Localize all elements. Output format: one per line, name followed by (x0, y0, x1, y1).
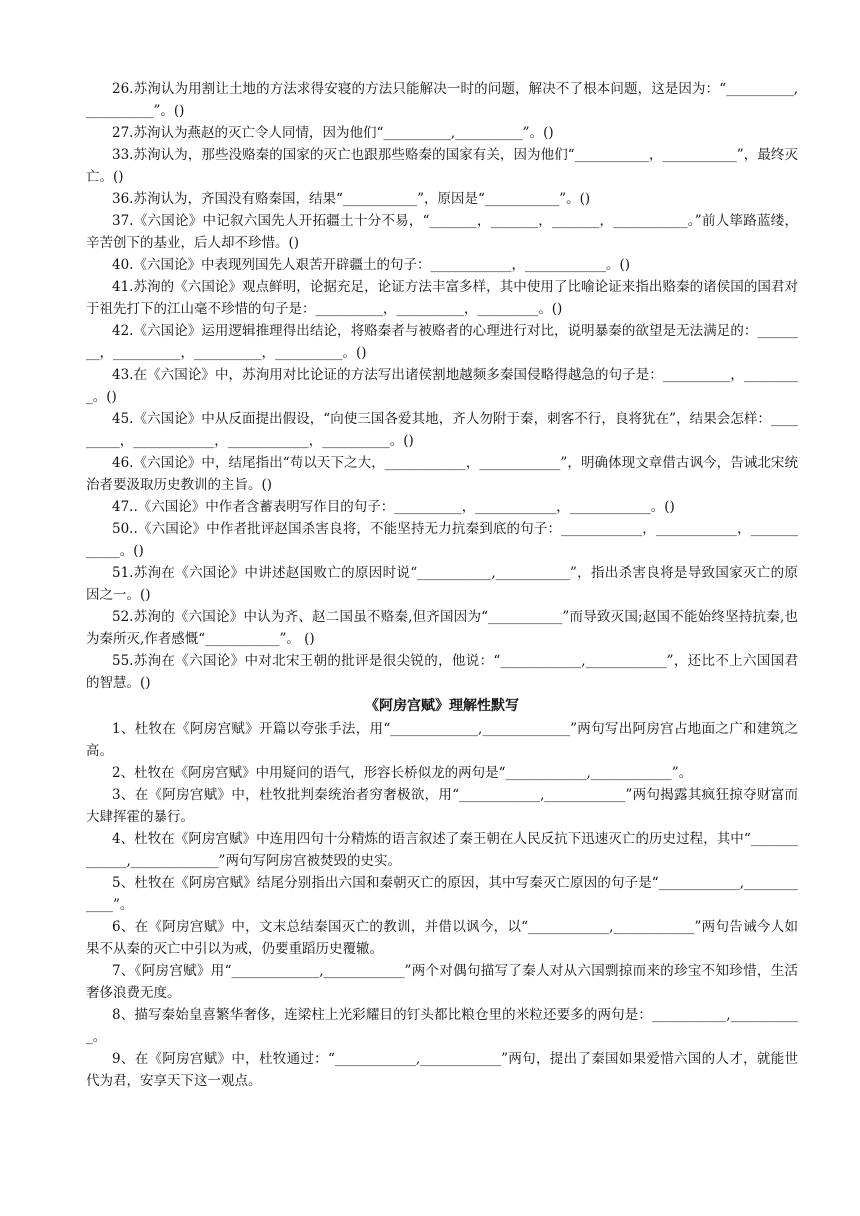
question-item: 8、描写秦始皇喜繁华奢侈，连梁柱上光彩耀目的钉头都比粮仓里的米粒还要多的两句是：___________,___________。 (86, 1007, 798, 1045)
question-item: 1、杜牧在《阿房宫赋》开篇以夸张手法，用“_____________,_____________”两句写出阿房宫占地面之广和建筑之高。 (86, 721, 798, 759)
question-list-afanggongfu (86, 718, 798, 1092)
question-item: 9、在《阿房宫赋》中，杜牧通过：“____________,____________”两句，提出了秦国如果爱惜六国的人才，就能世代为君，安享天下这一观点。 (86, 1051, 798, 1089)
section-title: 《阿房宫赋》理解性默写 (365, 698, 519, 714)
question-item: 33.苏洵认为，那些没赂秦的国家的灭亡也跟那些赂秦的国家有关，因为他们“___________，___________”，最终灭亡。() (86, 147, 798, 185)
question-item: 41.苏洵的《六国论》观点鲜明，论据充足，论证方法丰富多样，其中使用了比喻论证来指出赂秦的诸侯国的国君对于祖先打下的江山毫不珍惜的句子是：__________，__________，_________。() (86, 279, 798, 317)
question-item: 40.《六国论》中表现列国先人艰苦开辟疆土的句子：____________，____________。() (112, 257, 631, 273)
question-item: 7、《阿房宫赋》用“_____________,____________”两个对偶句描写了秦人对从六国剽掠而来的珍宝不知珍惜，生活奢侈浪费无度。 (86, 963, 798, 1001)
question-item: 45.《六国论》中从反面提出假设，“向使三国各爱其地，齐人勿附于秦，刺客不行，良将犹在”，结果会怎样：_________，____________，____________，__________。() (86, 411, 798, 449)
question-item: 51.苏洵在《六国论》中讲述赵国败亡的原因时说“___________,___________”，指出杀害良将是导致国家灭亡的原因之一。() (86, 565, 798, 603)
question-item: 27.苏洵认为燕赵的灭亡令人同情，因为他们“__________,__________”。() (112, 125, 554, 141)
question-item: 42.《六国论》运用逻辑推理得出结论，将赂秦者与被赂者的心理进行对比，说明暴秦的欲望是无法满足的：________，__________，__________，__________。() (86, 323, 798, 361)
question-item: 5、杜牧在《阿房宫赋》结尾分别指出六国和秦朝灭亡的原因，其中写秦灭亡原因的句子是“____________,____________”。 (86, 875, 798, 913)
question-item: 37.《六国论》中记叙六国先人开拓疆土十分不易，“_______，_______，_______，___________。”前人筚路蓝缕，辛苦创下的基业，后人却不珍惜。() (86, 213, 798, 251)
question-item: 6、在《阿房宫赋》中，文末总结秦国灭亡的教训，并借以讽今，以“____________,____________”两句告诫今人如果不从秦的灭亡中引以为戒，仍要重蹈历史覆辙。 (86, 919, 798, 957)
question-item: 26.苏洵认为用割让土地的方法求得安寝的方法只能解决一时的问题，解决不了根本问题，这是因为：“__________,__________”。() (86, 81, 798, 119)
question-item: 43.在《六国论》中，苏洵用对比论证的方法写出诸侯割地越频多秦国侵略得越急的句子是：__________，_________。() (86, 367, 798, 405)
question-item: 36.苏洵认为，齐国没有赂秦国，结果“___________”，原因是“___________”。() (112, 191, 591, 207)
question-item: 50..《六国论》中作者批评赵国杀害良将，不能坚持无力抗秦到底的句子：____________，____________，____________。() (86, 521, 798, 559)
question-item: 52.苏洵的《六国论》中认为齐、赵二国虽不赂秦,但齐国因为“___________”而导致灭国;赵国不能始终坚持抗秦,也为秦所灭,作者感慨“___________”。 () (86, 609, 798, 647)
question-item: 4、杜牧在《阿房宫赋》中连用四句十分精炼的语言叙述了秦王朝在人民反抗下迅速灭亡的历史过程，其中“_____________,_____________”两句写阿房宫被焚毁的史实。 (86, 831, 798, 869)
question-item: 46.《六国论》中，结尾指出“苟以天下之大，____________，____________”，明确体现文章借古讽今，告诫北宋统治者要汲取历史教训的主旨。() (86, 455, 798, 493)
question-item: 2、杜牧在《阿房宫赋》中用疑问的语气，形容长桥似龙的两句是“____________,____________”。 (112, 765, 693, 781)
worksheet-content (86, 78, 798, 1092)
question-item: 55.苏洵在《六国论》中对北宋王朝的批评是很尖锐的，他说：“____________,____________”，还比不上六国国君的智慧。() (86, 653, 798, 691)
question-list-liuguolun (86, 78, 798, 694)
question-item: 3、在《阿房宫赋》中，杜牧批判秦统治者穷奢极欲，用“____________,____________”两句揭露其疯狂掠夺财富而大肆挥霍的暴行。 (86, 787, 798, 825)
question-item: 47..《六国论》中作者含蓄表明写作目的句子：__________，____________，____________。() (112, 499, 675, 515)
